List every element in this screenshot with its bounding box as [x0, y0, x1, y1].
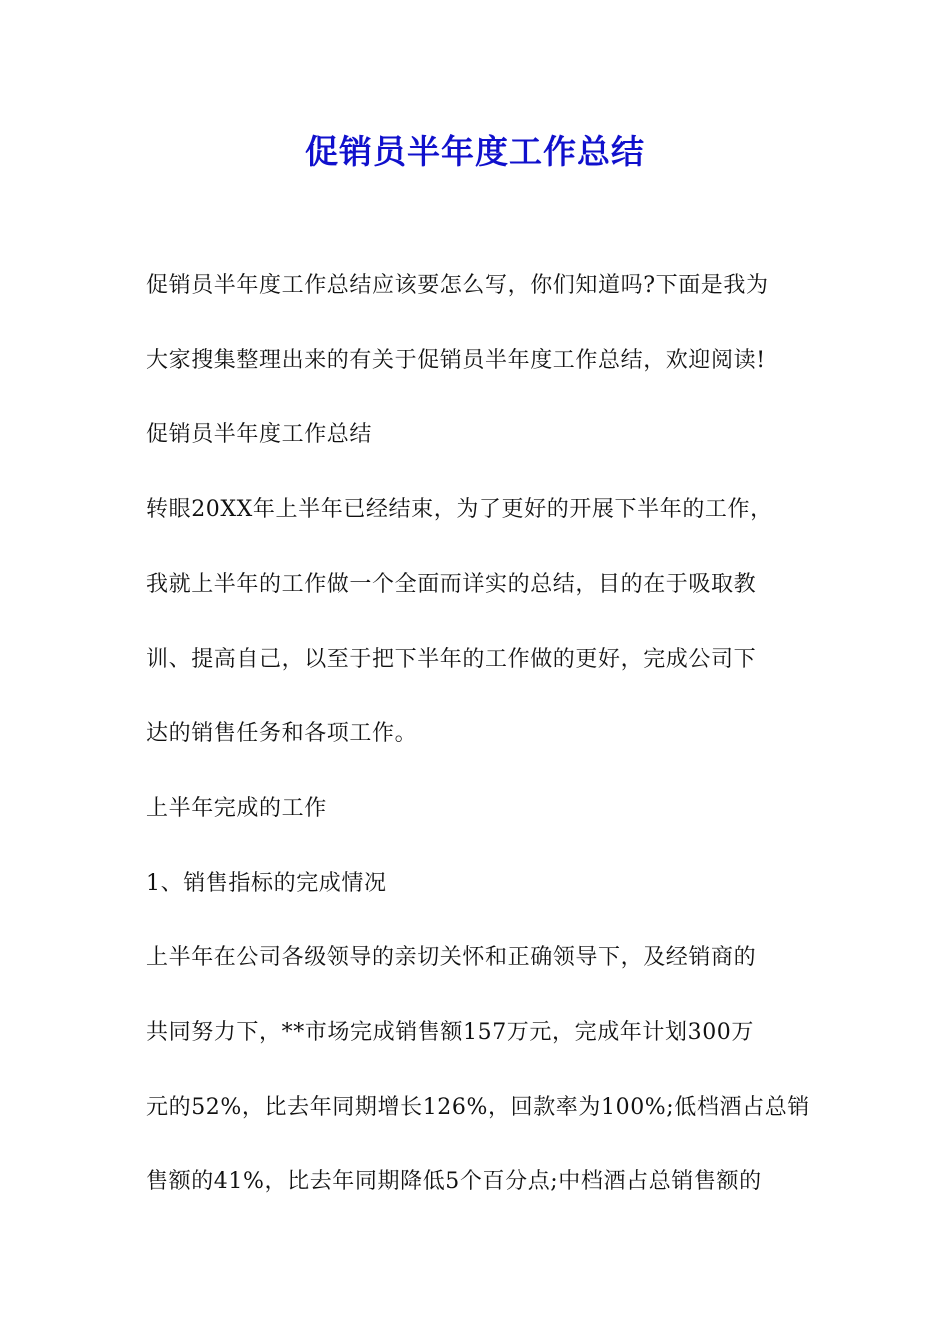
paragraph-line-13: 售额的41%，比去年同期降低5个百分点;中档酒占总销售额的 — [146, 1169, 762, 1194]
numbered-heading-line: 1、销售指标的完成情况 — [146, 871, 387, 896]
paragraph-line-7: 达的销售任务和各项工作。 — [146, 721, 418, 746]
section-heading-line: 促销员半年度工作总结 — [146, 422, 373, 447]
paragraph-line-1: 促销员半年度工作总结应该要怎么写，你们知道吗?下面是我为 — [146, 273, 769, 298]
paragraph-line-5: 我就上半年的工作做一个全面而详实的总结，目的在于吸取教 — [146, 572, 757, 597]
paragraph-line-11: 共同努力下，**市场完成销售额157万元，完成年计划300万 — [146, 1020, 754, 1045]
paragraph-line-10: 上半年在公司各级领导的亲切关怀和正确领导下，及经销商的 — [146, 945, 757, 970]
paragraph-line-12: 元的52%，比去年同期增长126%，回款率为100%;低档酒占总销 — [146, 1095, 810, 1120]
paragraph-line-2: 大家搜集整理出来的有关于促销员半年度工作总结，欢迎阅读! — [146, 348, 766, 373]
document-title: 促销员半年度工作总结 — [305, 132, 645, 171]
subheading-line: 上半年完成的工作 — [146, 796, 327, 821]
paragraph-line-6: 训、提高自己，以至于把下半年的工作做的更好，完成公司下 — [146, 647, 757, 672]
paragraph-line-4: 转眼20XX年上半年已经结束，为了更好的开展下半年的工作， — [146, 497, 773, 522]
